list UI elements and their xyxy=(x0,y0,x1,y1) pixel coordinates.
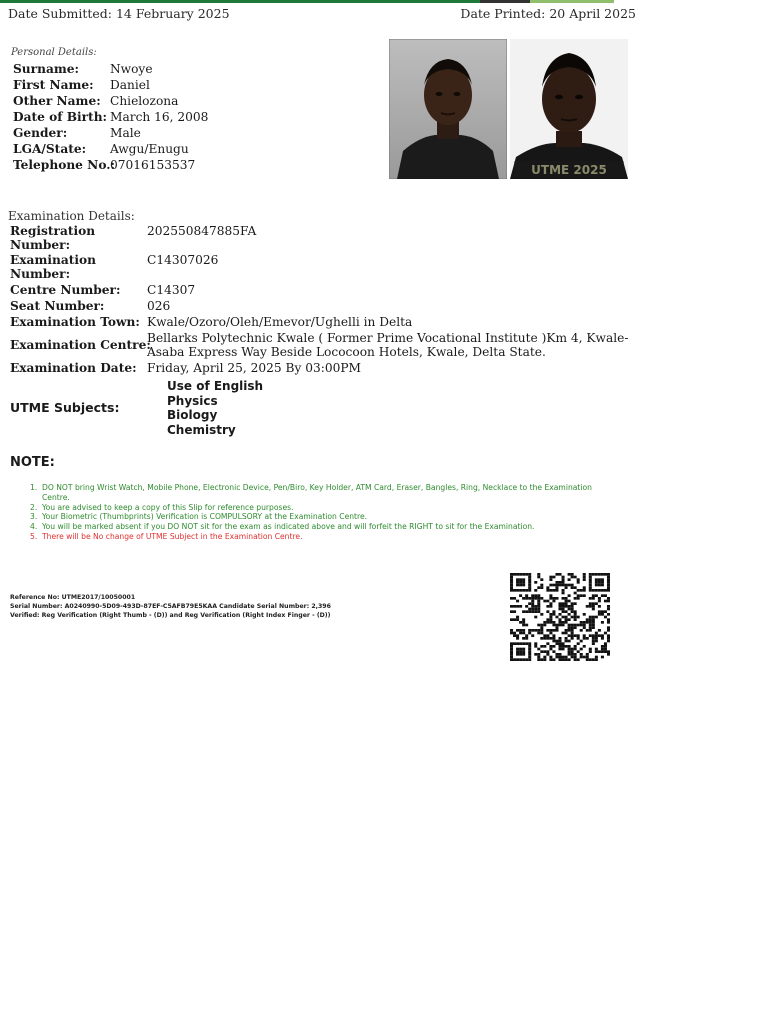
serial-number: Serial Number: A0240990-5D09-493D-87EF-C5AFB79E5KAA Candidate Serial Number: 2,396 xyxy=(10,603,331,610)
examination-number-label: Examination Number: xyxy=(10,253,96,281)
examination-date-label: Examination Date: xyxy=(10,361,137,375)
personal-field-label: Gender: xyxy=(13,126,68,140)
personal-details-title: Personal Details: xyxy=(11,47,97,58)
examination-number-value: C14307026 xyxy=(147,253,219,267)
note-text: You will be marked absent if you DO NOT sit for the exam as indicated above and will forfeit the RIGHT to sit for the Examination. xyxy=(42,522,535,532)
subject-item: Physics xyxy=(167,394,218,408)
subject-item: Use of English xyxy=(167,379,264,393)
reference-number: Reference No: UTME2017/10050001 xyxy=(10,594,136,601)
personal-field-value: Daniel xyxy=(110,78,150,92)
note-number: 1. xyxy=(30,483,38,492)
note-text: You are advised to keep a copy of this Slip for reference purposes. xyxy=(42,502,294,512)
qr-code xyxy=(510,573,610,661)
personal-field-value: Chielozona xyxy=(110,94,179,108)
note-number: 5. xyxy=(30,531,38,541)
note-number: 2. xyxy=(30,502,38,512)
notes-list xyxy=(30,483,610,542)
personal-field-label: Telephone No.: xyxy=(13,158,115,172)
photo-watermark: UTME 2025 xyxy=(531,163,607,177)
examination-date-value: Friday, April 25, 2025 By 03:00PM xyxy=(147,361,362,375)
personal-field-value: Nwoye xyxy=(110,62,153,76)
note-number: 3. xyxy=(30,512,38,522)
personal-field-value: March 16, 2008 xyxy=(110,110,209,124)
personal-field-value: Awgu/Enugu xyxy=(110,142,189,156)
note-item xyxy=(30,512,610,522)
verification-status: Verified: Reg Verification (Right Thumb - (D)) and Reg Verification (Right Index Finger - (D)) xyxy=(10,612,331,619)
seat-number-value: 026 xyxy=(147,299,171,313)
personal-field-label: First Name: xyxy=(13,78,94,92)
top-bar-light-segment xyxy=(530,0,614,3)
note-title: NOTE: xyxy=(10,455,55,470)
examination-centre-label: Examination Centre: xyxy=(10,338,151,352)
top-color-bar xyxy=(0,0,614,3)
note-number: 4. xyxy=(30,522,38,532)
utme-subjects-label: UTME Subjects: xyxy=(10,400,120,415)
personal-field-value: 07016153537 xyxy=(110,158,196,172)
candidate-photo-captured xyxy=(510,39,628,179)
note-text: Your Biometric (Thumbprints) Verification is COMPULSORY at the Examination Centre. xyxy=(42,512,368,522)
top-bar-dark-segment xyxy=(480,0,530,3)
examination-town-value: Kwale/Ozoro/Oleh/Emevor/Ughelli in Delta xyxy=(147,315,413,329)
personal-field-value: Male xyxy=(110,126,141,140)
centre-number-label: Centre Number: xyxy=(10,283,121,297)
examination-centre-value-line2: Asaba Express Way Beside Lococoon Hotels, Kwale, Delta State. xyxy=(147,345,546,359)
note-text: There will be No change of UTME Subject in the Examination Centre. xyxy=(42,531,303,541)
note-text: DO NOT bring Wrist Watch, Mobile Phone, Electronic Device, Pen/Biro, Key Holder, ATM Card, Eraser, Bangles, Ring, Necklace to the Examination Centre. xyxy=(42,483,592,502)
personal-field-label: Date of Birth: xyxy=(13,110,108,124)
note-item xyxy=(30,522,610,532)
subject-item: Biology xyxy=(167,408,218,422)
registration-number-value: 202550847885FA xyxy=(147,224,257,238)
personal-field-label: Other Name: xyxy=(13,94,101,108)
examination-centre-value-line1: Bellarks Polytechnic Kwale ( Former Prime Vocational Institute )Km 4, Kwale- xyxy=(147,331,629,345)
note-item xyxy=(30,532,610,542)
date-printed: Date Printed: 20 April 2025 xyxy=(460,6,636,21)
centre-number-value: C14307 xyxy=(147,283,196,297)
candidate-photo-registered xyxy=(389,39,507,179)
personal-field-label: Surname: xyxy=(13,62,79,76)
note-item xyxy=(30,483,610,503)
date-submitted: Date Submitted: 14 February 2025 xyxy=(8,6,230,21)
registration-number-label: Registration Number: xyxy=(10,224,96,252)
subject-item: Chemistry xyxy=(167,423,236,437)
examination-town-label: Examination Town: xyxy=(10,315,140,329)
personal-field-label: LGA/State: xyxy=(13,142,87,156)
exam-details-title: Examination Details: xyxy=(8,209,135,223)
seat-number-label: Seat Number: xyxy=(10,299,105,313)
note-item xyxy=(30,503,610,513)
